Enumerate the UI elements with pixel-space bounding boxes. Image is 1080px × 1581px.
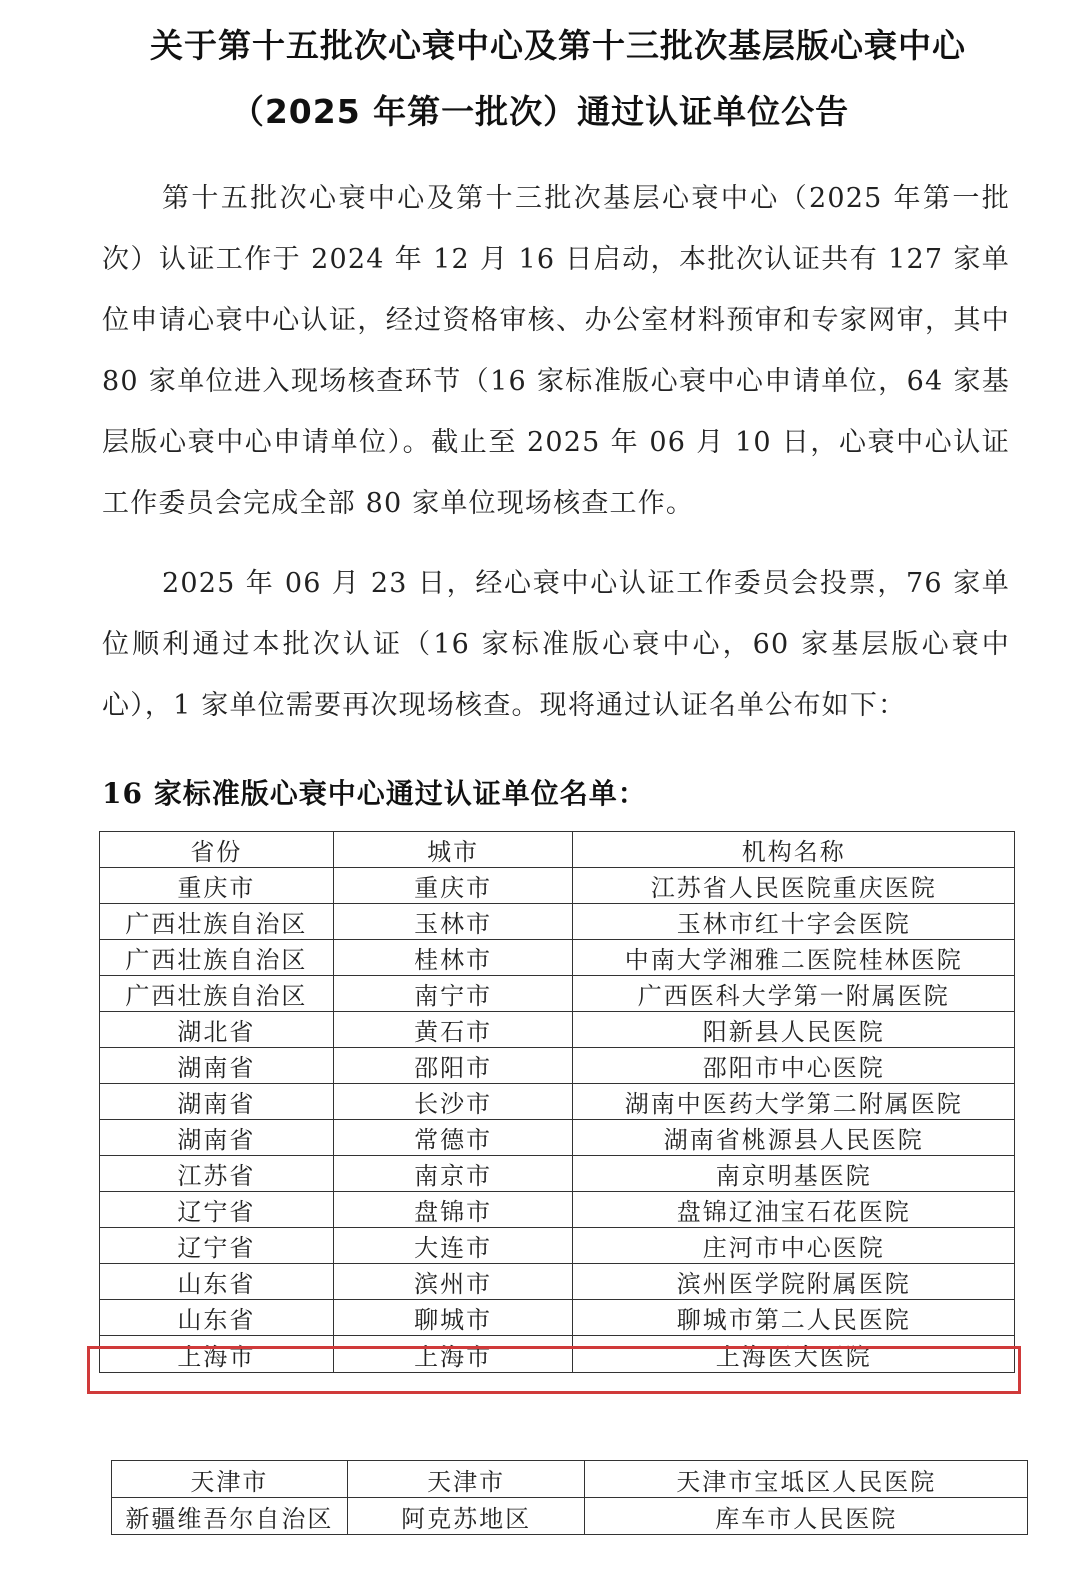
table-row: [100, 976, 1015, 1012]
cell-city: 滨州市: [333, 1264, 573, 1300]
cell-city: 黄石市: [333, 1012, 573, 1048]
table-row: [100, 1156, 1015, 1192]
cell-province: 广西壮族自治区: [100, 904, 334, 940]
cell-institution: 阳新县人民医院: [573, 1012, 1015, 1048]
table-row: [112, 1461, 1028, 1498]
cell-institution: 湖南省桃源县人民医院: [573, 1120, 1015, 1156]
cell-institution: 邵阳市中心医院: [573, 1048, 1015, 1084]
cell-institution: 上海医大医院: [573, 1336, 1015, 1373]
list-heading: 16 家标准版心衰中心通过认证单位名单：: [102, 777, 647, 810]
certified-units-table-continued: [111, 1460, 1028, 1535]
cell-institution: 玉林市红十字会医院: [573, 904, 1015, 940]
header-institution: 机构名称: [573, 832, 1015, 868]
cell-province: 湖北省: [100, 1012, 334, 1048]
cell-province: 山东省: [100, 1300, 334, 1336]
cell-province: 天津市: [112, 1461, 348, 1498]
cell-province: 辽宁省: [100, 1192, 334, 1228]
cell-city: 桂林市: [333, 940, 573, 976]
paragraph-certification-overview: 第十五批次心衰中心及第十三批次基层心衰中心（2025 年第一批次）认证工作于 2024 年 12 月 16 日启动，本批次认证共有 127 家单位申请心衰中心认证，经过资格审核、办公室材料预审和专家网审，其中 80 家单位进入现场核查环节（16 家标准版心衰中心申请单位，64 家基层版心衰中心申请单位）。截止至 2025 年 06 月 10 日，心衰中心认证工作委员会完成全部 80 家单位现场核查工作。: [102, 183, 1010, 519]
header-province: 省份: [100, 832, 334, 868]
cell-province: 上海市: [100, 1336, 334, 1373]
cell-institution: 南京明基医院: [573, 1156, 1015, 1192]
cell-institution: 天津市宝坻区人民医院: [585, 1461, 1028, 1498]
table-row: [100, 1192, 1015, 1228]
cell-province: 江苏省: [100, 1156, 334, 1192]
cell-province: 辽宁省: [100, 1228, 334, 1264]
cell-city: 邵阳市: [333, 1048, 573, 1084]
header-city: 城市: [333, 832, 573, 868]
cell-province: 新疆维吾尔自治区: [112, 1498, 348, 1535]
table-row: [100, 940, 1015, 976]
cell-province: 湖南省: [100, 1120, 334, 1156]
cell-city: 大连市: [333, 1228, 573, 1264]
table-row: [100, 1300, 1015, 1336]
document-title-line2: （2025 年第一批次）通过认证单位公告: [230, 92, 850, 131]
cell-institution: 江苏省人民医院重庆医院: [573, 868, 1015, 904]
cell-city: 重庆市: [333, 868, 573, 904]
cell-city: 常德市: [333, 1120, 573, 1156]
cell-institution: 中南大学湘雅二医院桂林医院: [573, 940, 1015, 976]
certified-units-table: [99, 831, 1015, 1373]
table-row: [100, 904, 1015, 940]
cell-province: 广西壮族自治区: [100, 940, 334, 976]
table-row: [112, 1498, 1028, 1535]
cell-institution: 滨州医学院附属医院: [573, 1264, 1015, 1300]
cell-city: 阿克苏地区: [347, 1498, 585, 1535]
cell-province: 湖南省: [100, 1084, 334, 1120]
table-row-highlighted: [100, 1336, 1015, 1373]
cell-city: 长沙市: [333, 1084, 573, 1120]
cell-city: 天津市: [347, 1461, 585, 1498]
cell-institution: 广西医科大学第一附属医院: [573, 976, 1015, 1012]
table-row: [100, 1120, 1015, 1156]
cell-institution: 盘锦辽油宝石花医院: [573, 1192, 1015, 1228]
document-title-line1: 关于第十五批次心衰中心及第十三批次基层版心衰中心: [150, 26, 966, 65]
cell-province: 山东省: [100, 1264, 334, 1300]
table-row: [100, 1048, 1015, 1084]
cell-city: 玉林市: [333, 904, 573, 940]
table-row: [100, 1012, 1015, 1048]
cell-city: 上海市: [333, 1336, 573, 1373]
cell-province: 湖南省: [100, 1048, 334, 1084]
cell-institution: 庄河市中心医院: [573, 1228, 1015, 1264]
cell-city: 南京市: [333, 1156, 573, 1192]
cell-institution: 库车市人民医院: [585, 1498, 1028, 1535]
cell-province: 广西壮族自治区: [100, 976, 334, 1012]
cell-city: 南宁市: [333, 976, 573, 1012]
cell-city: 盘锦市: [333, 1192, 573, 1228]
table-row: [100, 1084, 1015, 1120]
table-row: [100, 1264, 1015, 1300]
table-header-row: [100, 832, 1015, 868]
cell-institution: 湖南中医药大学第二附属医院: [573, 1084, 1015, 1120]
cell-province: 重庆市: [100, 868, 334, 904]
table-row: [100, 1228, 1015, 1264]
cell-institution: 聊城市第二人民医院: [573, 1300, 1015, 1336]
cell-city: 聊城市: [333, 1300, 573, 1336]
table-row: [100, 868, 1015, 904]
paragraph-vote-result: 2025 年 06 月 23 日，经心衰中心认证工作委员会投票，76 家单位顺利通过本批次认证（16 家标准版心衰中心，60 家基层版心衰中心），1 家单位需要再次现场核查。现将通过认证名单公布如下：: [102, 568, 1010, 721]
